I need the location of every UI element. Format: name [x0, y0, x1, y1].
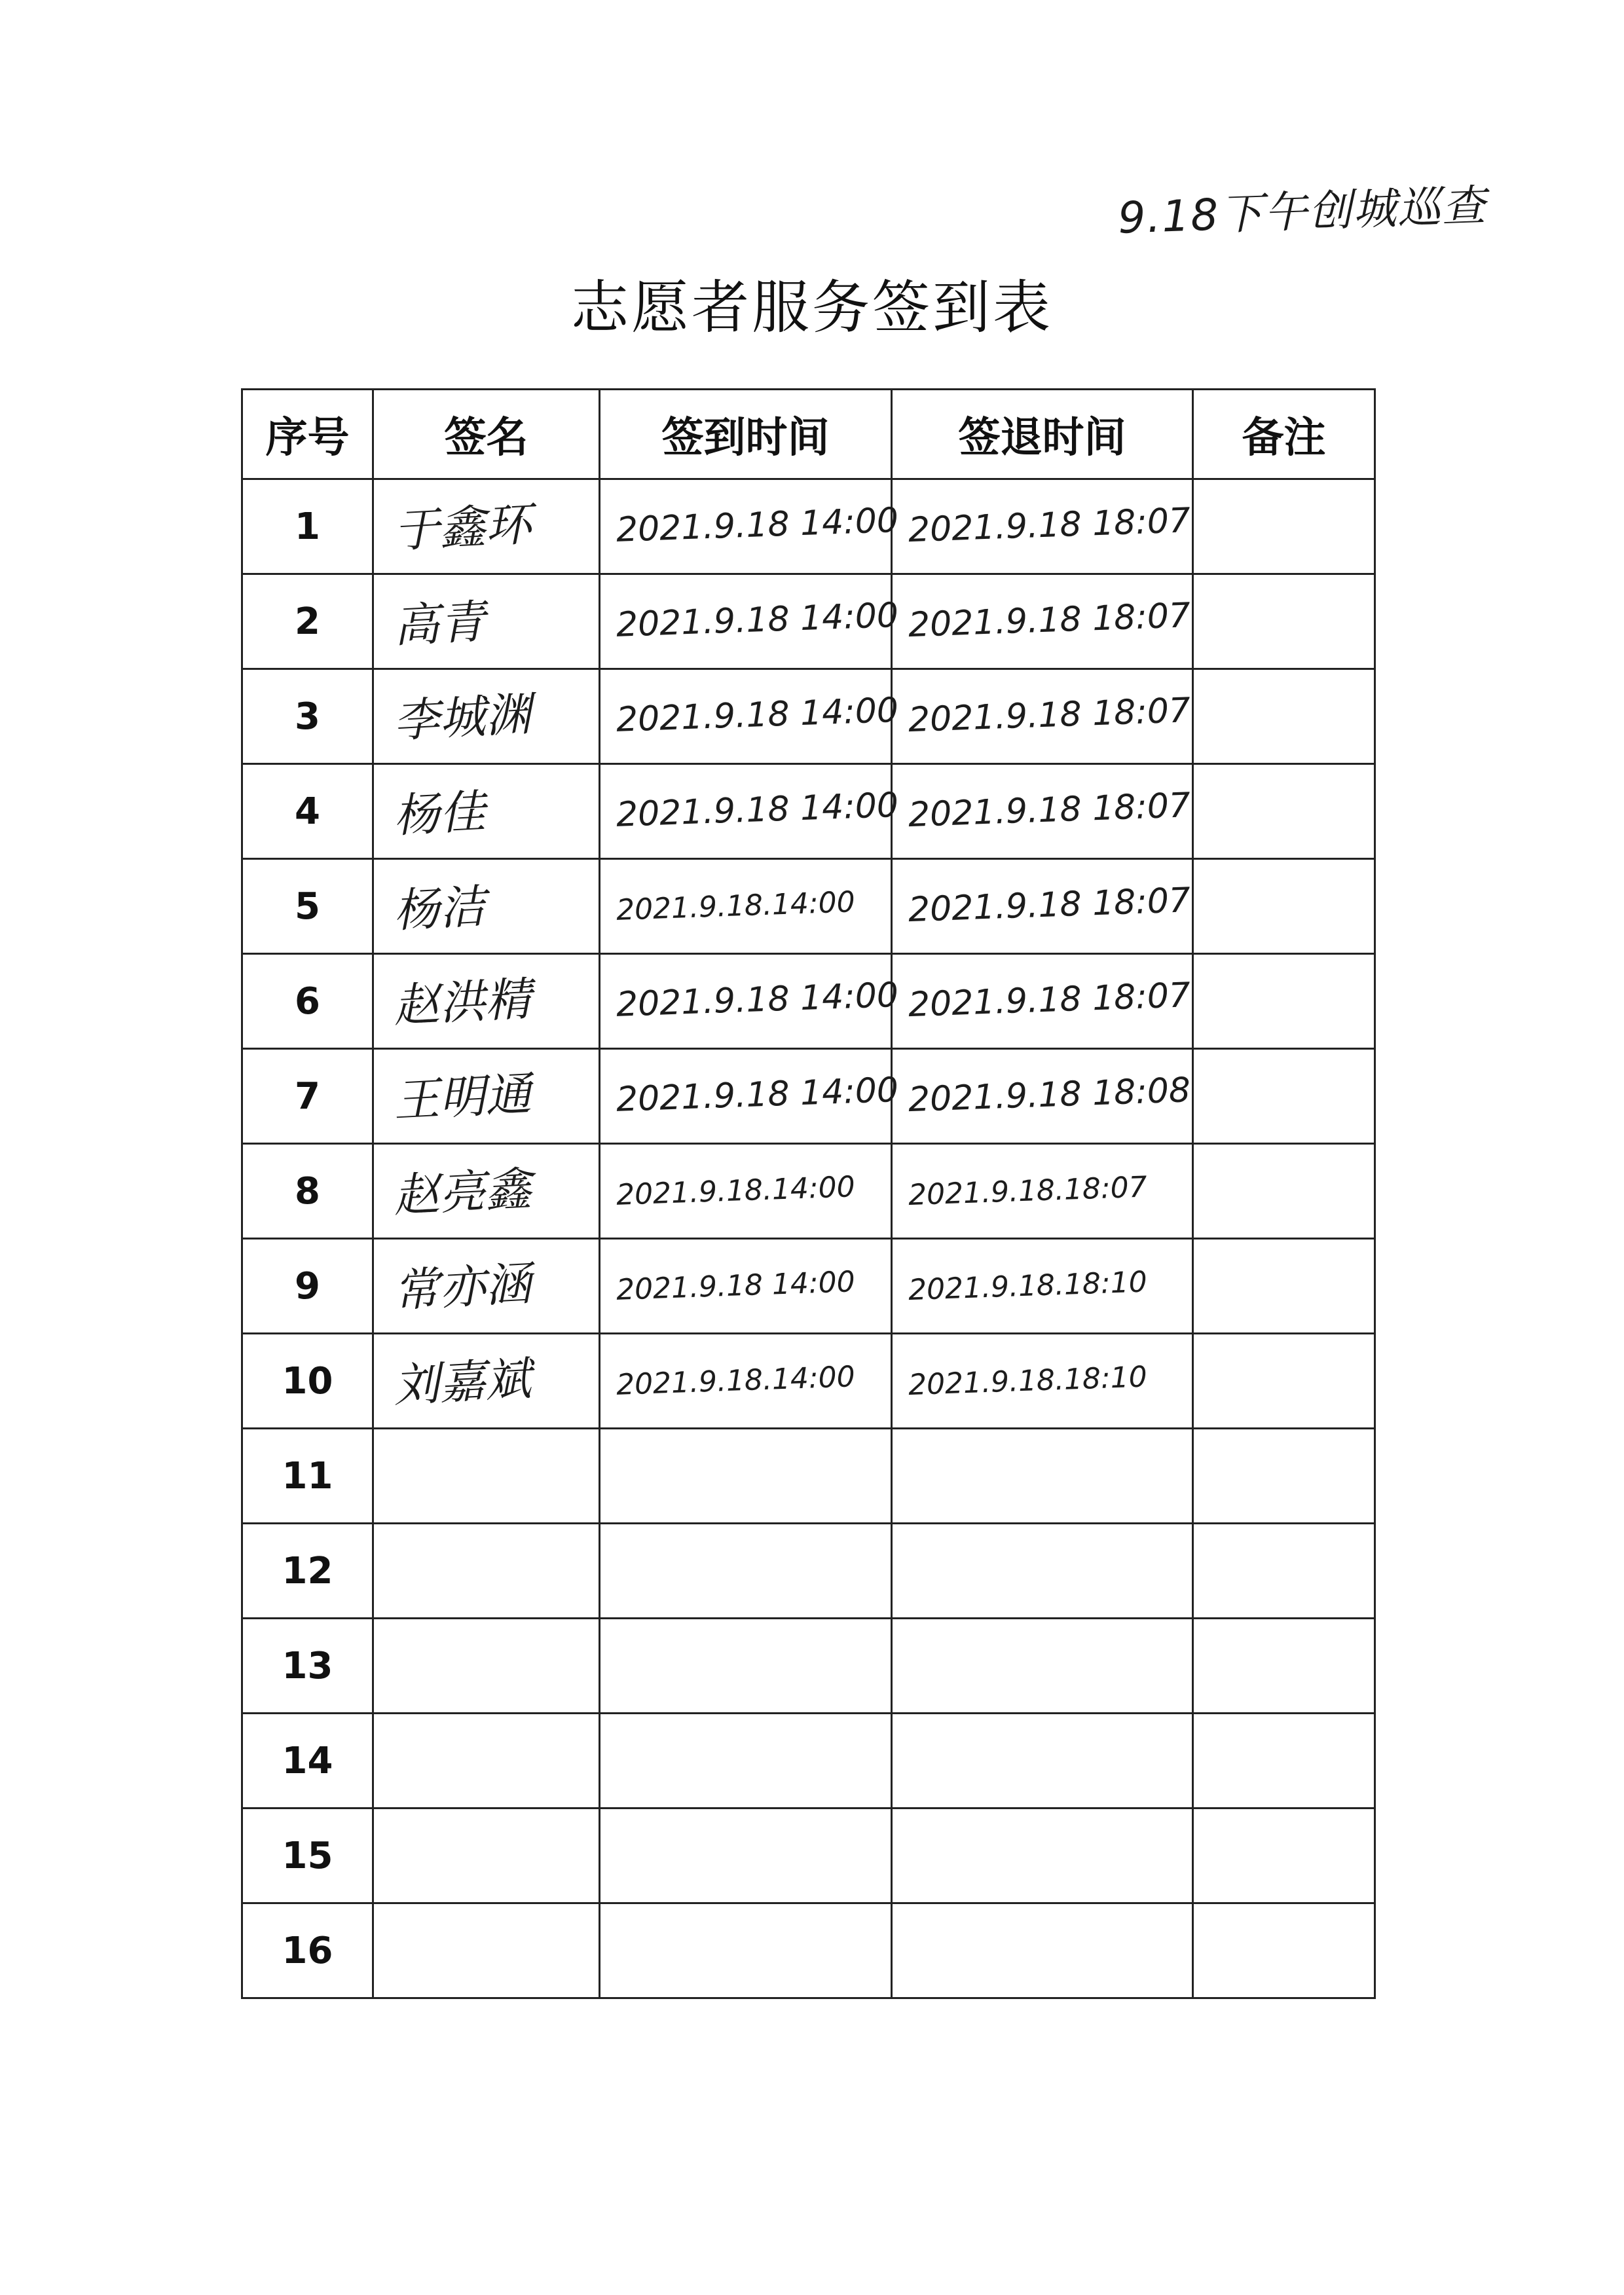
signature-cell: [373, 1334, 600, 1429]
remark-cell: [1193, 1808, 1375, 1903]
row-number: 11: [242, 1429, 373, 1524]
row-number: 2: [242, 574, 373, 669]
remark-cell: [1193, 1903, 1375, 1998]
remark-cell: [1193, 1429, 1375, 1524]
sign-in-cell: [600, 1903, 892, 1998]
sign-in-cell: [600, 764, 899, 859]
sign-out-cell: [892, 859, 1193, 954]
signature-cell: [373, 859, 600, 954]
sign-out-cell: [892, 954, 1193, 1049]
table-row: [242, 764, 1375, 859]
signature: 刘嘉斌: [392, 1351, 533, 1413]
remark-cell: [1193, 1619, 1375, 1714]
column-header-sign-in-time: 签到时间: [600, 390, 892, 479]
table-row: [242, 1524, 1375, 1619]
sign-in-table: [241, 388, 1376, 1999]
signature-cell: [373, 1144, 600, 1239]
row-number: 13: [242, 1619, 373, 1714]
row-number: 6: [242, 954, 373, 1049]
sign-out-time: 2021.9.18.18:07: [908, 1170, 1148, 1212]
table-row: [242, 1714, 1375, 1808]
signature-cell: [373, 1049, 600, 1144]
sign-in-time: 2021.9.18 14:00: [616, 1264, 856, 1307]
sign-in-time: 2021.9.18.14:00: [616, 885, 856, 927]
remark-cell: [1193, 764, 1375, 859]
sign-out-cell: [892, 574, 1193, 669]
remark-cell: [1193, 1334, 1375, 1429]
table-row: [242, 1619, 1375, 1714]
table-row: [242, 1903, 1375, 1998]
signature-cell: [373, 954, 600, 1049]
signature: 王明通: [392, 1067, 533, 1128]
table-row: [242, 1808, 1375, 1903]
signature-cell: [373, 574, 600, 669]
sign-out-time: 2021.9.18 18:07: [908, 786, 1191, 835]
column-header-sign-out-time: 签退时间: [892, 390, 1193, 479]
signature-cell: [373, 1429, 600, 1524]
signature-cell: [373, 1524, 600, 1619]
sign-out-cell: [892, 1429, 1193, 1524]
sign-in-time: 2021.9.18 14:00: [616, 500, 899, 550]
sign-in-cell: [600, 1334, 892, 1429]
sign-out-time: 2021.9.18.18:10: [908, 1360, 1148, 1402]
sign-out-time: 2021.9.18 18:07: [908, 881, 1191, 930]
remark-cell: [1193, 479, 1375, 574]
table-row: [242, 1239, 1375, 1334]
sign-in-cell: [600, 574, 899, 669]
remark-cell: [1193, 574, 1375, 669]
sign-in-cell: [600, 954, 899, 1049]
sign-in-time: 2021.9.18 14:00: [616, 595, 899, 645]
row-number: 9: [242, 1239, 373, 1334]
row-number: 16: [242, 1903, 373, 1998]
row-number: 1: [242, 479, 373, 574]
sign-in-cell: [600, 1524, 892, 1619]
signature: 常亦涵: [392, 1257, 533, 1318]
signature-cell: [373, 479, 600, 574]
signature-cell: [373, 1239, 600, 1334]
sign-out-cell: [892, 1049, 1193, 1144]
sign-in-cell: [600, 1239, 892, 1334]
sign-out-cell: [892, 1144, 1193, 1239]
table-row: [242, 859, 1375, 954]
signature: 李城渊: [392, 687, 533, 748]
handwritten-header-note: 9.18下午创城巡查: [1117, 180, 1488, 244]
signature-cell: [373, 764, 600, 859]
remark-cell: [1193, 1714, 1375, 1808]
signature-cell: [373, 1714, 600, 1808]
sign-out-time: 2021.9.18 18:07: [908, 501, 1191, 551]
table-row: [242, 479, 1375, 574]
sign-in-cell: [600, 1429, 892, 1524]
table-row: [242, 1334, 1375, 1429]
sign-out-cell: [892, 1714, 1193, 1808]
signature-cell: [373, 1808, 600, 1903]
sign-out-cell: [892, 1619, 1193, 1714]
sign-in-time: 2021.9.18 14:00: [616, 975, 899, 1025]
sign-in-cell: [600, 1144, 892, 1239]
row-number: 14: [242, 1714, 373, 1808]
remark-cell: [1193, 1239, 1375, 1334]
sign-out-cell: [892, 764, 1193, 859]
sign-out-cell: [892, 479, 1193, 574]
signature: 杨佳: [392, 784, 487, 843]
table-row: [242, 1049, 1375, 1144]
sign-out-cell: [892, 669, 1193, 764]
sign-in-cell: [600, 1619, 892, 1714]
sign-in-cell: [600, 669, 899, 764]
sign-out-time: 2021.9.18 18:07: [908, 976, 1191, 1025]
signature: 赵亮鑫: [392, 1162, 533, 1223]
remark-cell: [1193, 1049, 1375, 1144]
row-number: 10: [242, 1334, 373, 1429]
remark-cell: [1193, 669, 1375, 764]
sign-out-cell: [892, 1808, 1193, 1903]
row-number: 5: [242, 859, 373, 954]
sign-out-time: 2021.9.18 18:07: [908, 596, 1191, 646]
sign-in-cell: [600, 479, 899, 574]
table-row: [242, 954, 1375, 1049]
row-number: 8: [242, 1144, 373, 1239]
sign-in-cell: [600, 1808, 892, 1903]
column-header-signature: 签名: [373, 390, 600, 479]
sign-in-cell: [600, 1714, 892, 1808]
row-number: 15: [242, 1808, 373, 1903]
signature: 赵洪精: [392, 972, 533, 1033]
signature: 杨洁: [392, 879, 487, 938]
sign-in-cell: [600, 859, 892, 954]
sign-out-time: 2021.9.18 18:08: [908, 1071, 1191, 1120]
sign-in-time: 2021.9.18.14:00: [616, 1359, 856, 1402]
signature-cell: [373, 1619, 600, 1714]
remark-cell: [1193, 1524, 1375, 1619]
table-row: [242, 1144, 1375, 1239]
row-number: 3: [242, 669, 373, 764]
signature: 于鑫环: [392, 497, 533, 559]
row-number: 4: [242, 764, 373, 859]
row-number: 7: [242, 1049, 373, 1144]
sign-in-cell: [600, 1049, 899, 1144]
sign-in-time: 2021.9.18 14:00: [616, 1070, 899, 1120]
sign-out-cell: [892, 1334, 1193, 1429]
column-header-number: 序号: [242, 390, 373, 479]
sign-out-cell: [892, 1239, 1193, 1334]
remark-cell: [1193, 859, 1375, 954]
sign-out-cell: [892, 1524, 1193, 1619]
remark-cell: [1193, 1144, 1375, 1239]
sign-out-time: 2021.9.18 18:07: [908, 691, 1191, 741]
sign-in-time: 2021.9.18.14:00: [616, 1169, 856, 1212]
row-number: 12: [242, 1524, 373, 1619]
remark-cell: [1193, 954, 1375, 1049]
sign-out-time: 2021.9.18.18:10: [908, 1265, 1148, 1307]
table-row: [242, 669, 1375, 764]
page-title: 志愿者服务签到表: [570, 274, 1053, 341]
sign-in-time: 2021.9.18 14:00: [616, 690, 899, 740]
signature-cell: [373, 1903, 600, 1998]
signature-cell: [373, 669, 600, 764]
table-row: [242, 574, 1375, 669]
signature: 高青: [392, 594, 487, 653]
column-header-remark: 备注: [1193, 390, 1375, 479]
sign-in-time: 2021.9.18 14:00: [616, 785, 899, 835]
sign-out-cell: [892, 1903, 1193, 1998]
table-row: [242, 1429, 1375, 1524]
table-header-row: [242, 390, 1375, 479]
